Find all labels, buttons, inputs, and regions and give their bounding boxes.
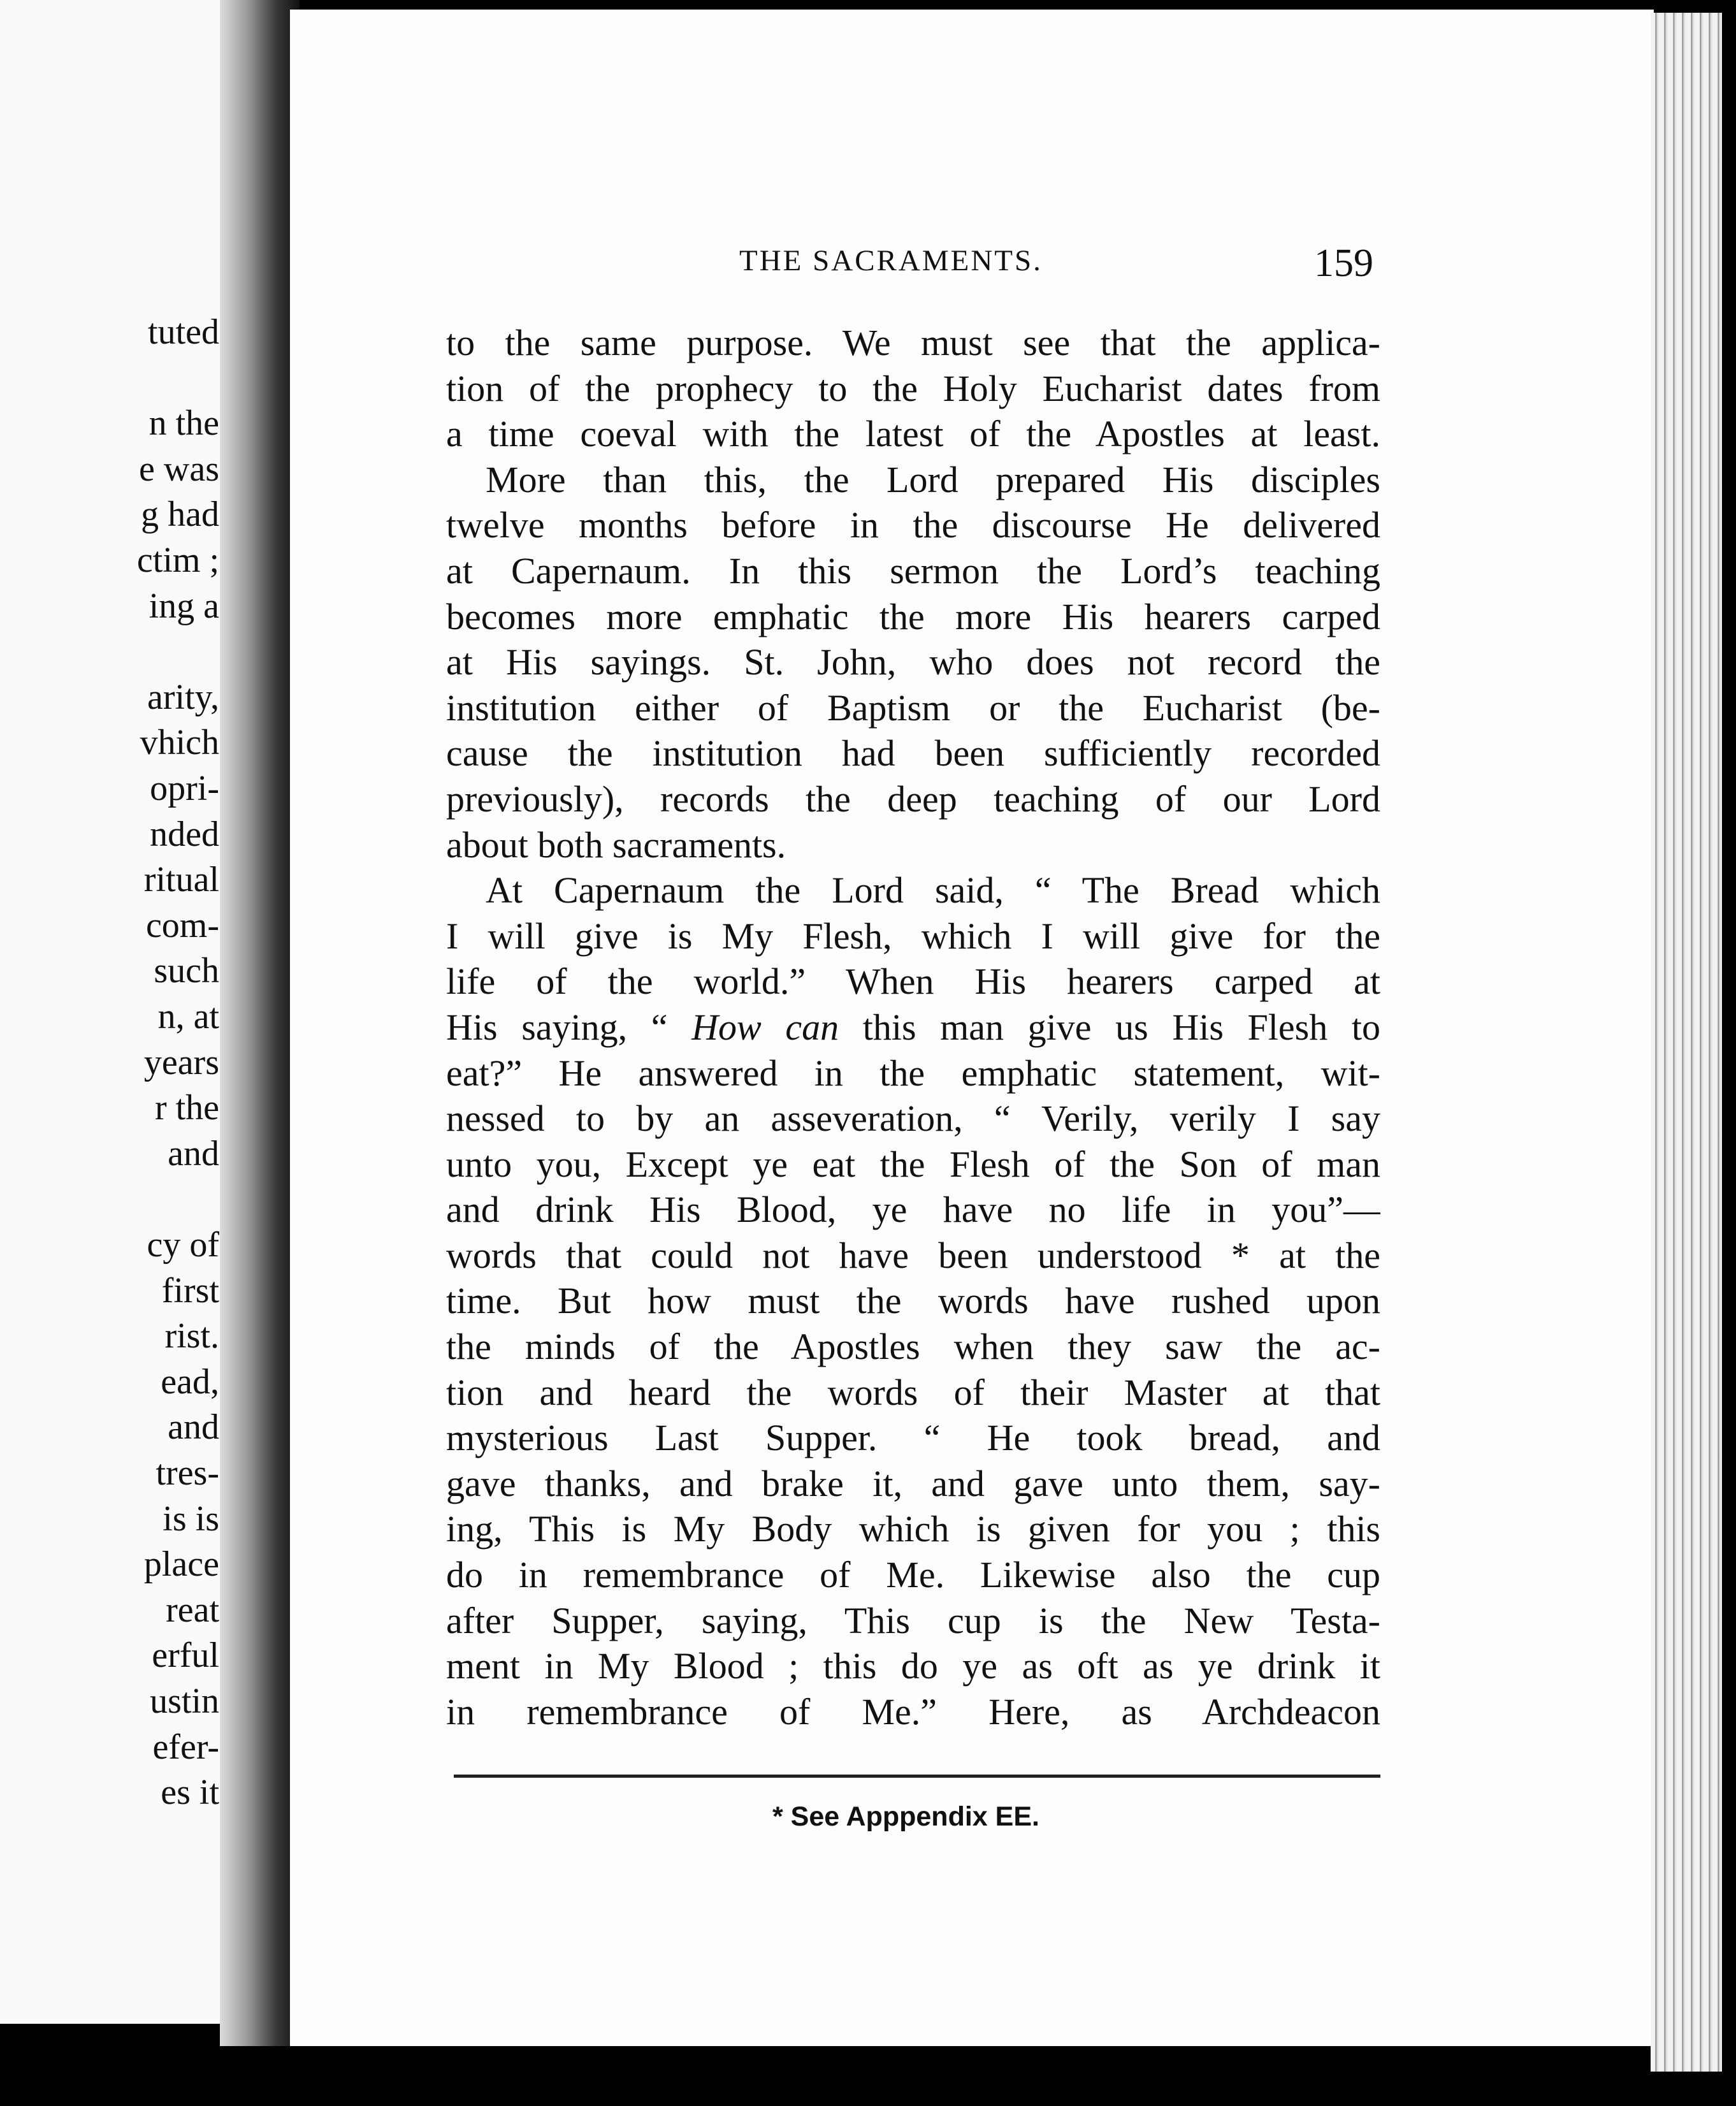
left-page-line: e was — [139, 449, 219, 489]
left-page-line: years — [143, 1042, 219, 1082]
left-page-line: is is — [163, 1499, 219, 1539]
left-page-line: com- — [145, 905, 219, 945]
running-head: THE SACRAMENTS. — [739, 244, 1043, 277]
text-line: gave thanks, and brake it, and gave unto them, say- — [446, 1462, 1380, 1504]
text-line: the minds of the Apostles when they saw the ac- — [446, 1326, 1380, 1368]
text-line: mysterious Last Supper. “ He took bread, and — [446, 1417, 1380, 1459]
left-page-line: rist. — [164, 1316, 219, 1356]
left-page-line: opri- — [150, 769, 219, 808]
left-page-line: reat — [166, 1590, 219, 1630]
footnote: * See Apppendix EE. — [772, 1801, 1039, 1832]
facing-page-left — [0, 0, 223, 2024]
left-page-line: ing a — [148, 586, 219, 626]
text-line: His saying, “ How can this man give us His Flesh to — [446, 1006, 1380, 1048]
text-line: I will give is My Flesh, which I will give for the — [446, 915, 1380, 957]
left-page-line: nded — [150, 814, 219, 854]
left-page-line: such — [154, 951, 219, 991]
left-page-line: vhich — [140, 723, 219, 763]
left-page-line: ustin — [150, 1681, 219, 1721]
text-line: eat?” He answered in the emphatic statement, wit- — [446, 1052, 1380, 1094]
left-page-line: tuted — [148, 312, 219, 352]
left-page-line: ead, — [161, 1362, 219, 1402]
text-line: to the same purpose. We must see that the applica- — [446, 322, 1380, 363]
text-line: At Capernaum the Lord said, “ The Bread which — [486, 869, 1380, 911]
text-line: ing, This is My Body which is given for you ; this — [446, 1508, 1380, 1550]
left-page-line: tres- — [156, 1453, 219, 1493]
text-line: and drink His Blood, ye have no life in you”— — [446, 1189, 1380, 1231]
text-line: words that could not have been understood * at the — [446, 1234, 1380, 1276]
left-page-line: n, at — [157, 997, 219, 1036]
left-page-line: first — [161, 1270, 219, 1311]
left-page-line: ritual — [143, 860, 219, 900]
left-page-line: es it — [161, 1773, 219, 1813]
page-edges — [1651, 13, 1722, 2072]
text-line: ment in My Blood ; this do ye as oft as ye drink it — [446, 1645, 1380, 1687]
text-line: after Supper, saying, This cup is the New Testa- — [446, 1599, 1380, 1641]
left-page-line: ctim ; — [136, 541, 219, 580]
footnote-rule — [454, 1775, 1380, 1778]
text-line: previously), records the deep teaching of our Lord — [446, 778, 1380, 820]
left-page-line: erful — [152, 1636, 219, 1676]
text-line: do in remembrance of Me. Likewise also the cup — [446, 1554, 1380, 1596]
page-number: 159 — [1314, 242, 1373, 285]
left-page-line: n the — [148, 403, 219, 444]
left-page-line: r the — [154, 1088, 219, 1128]
text-line: a time coeval with the latest of the Apostles at least. — [446, 413, 1380, 455]
text-line: cause the institution had been sufficiently recorded — [446, 732, 1380, 774]
text-line: More than this, the Lord prepared His disciples — [486, 458, 1380, 500]
left-page-line: arity, — [147, 677, 219, 717]
text-line: in remembrance of Me.” Here, as Archdeacon — [446, 1690, 1380, 1732]
text-line: life of the world.” When His hearers carped at — [446, 961, 1380, 1003]
left-page-line: and — [168, 1407, 219, 1448]
text-line: twelve months before in the discourse He delivered — [446, 504, 1380, 546]
text-line: time. But how must the words have rushed upon — [446, 1280, 1380, 1322]
left-page-line: efer- — [152, 1727, 219, 1767]
emphasis: How can — [691, 1006, 839, 1048]
text-line: tion and heard the words of their Master at that — [446, 1371, 1380, 1413]
text-line: at His sayings. St. John, who does not record the — [446, 641, 1380, 683]
left-page-line: cy of — [147, 1225, 219, 1265]
left-page-line: g had — [141, 495, 219, 535]
text-line: becomes more emphatic the more His hearers carped — [446, 595, 1380, 637]
body-text — [446, 320, 1380, 1734]
book-gutter-shadow — [220, 0, 300, 2046]
left-page-line: place — [143, 1544, 219, 1585]
text-line: nessed to by an asseveration, “ Verily, verily I say — [446, 1098, 1380, 1140]
text-line: at Capernaum. In this sermon the Lord’s teaching — [446, 549, 1380, 592]
text-line: unto you, Except ye eat the Flesh of the Son of man — [446, 1143, 1380, 1185]
text-line: institution either of Baptism or the Eucharist (be- — [446, 686, 1380, 729]
text-line: tion of the prophecy to the Holy Eucharist dates from — [446, 367, 1380, 409]
text-line: about both sacraments. — [446, 824, 786, 866]
left-page-line: and — [168, 1133, 219, 1173]
